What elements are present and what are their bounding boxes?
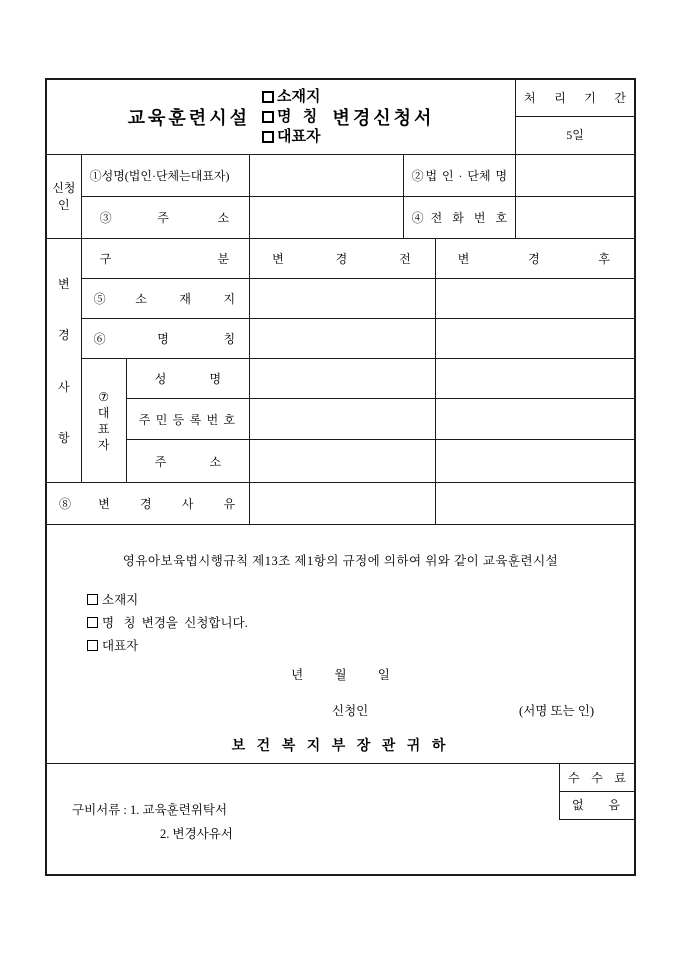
fee-header: 수 수 료 — [560, 764, 634, 792]
rep-address-label: 주 소 — [126, 440, 249, 483]
declaration-option-name: 명 칭 변경을 신청합니다. — [102, 616, 248, 630]
rep-id-before-field[interactable] — [250, 399, 436, 440]
title-checkbox-name[interactable] — [262, 111, 274, 123]
declaration-checkbox-name[interactable] — [87, 617, 98, 628]
changes-header-before: 변 경 전 — [250, 239, 436, 279]
applicant-address-field[interactable] — [250, 197, 404, 239]
rep-address-after-field[interactable] — [435, 440, 635, 483]
rep-name-label: 성 명 — [126, 359, 249, 399]
applicant-address-label: ③주 소 — [81, 197, 250, 239]
title-option-name: 명 칭 — [276, 109, 318, 125]
phone-number-label: ④전 화 번 호 — [403, 197, 515, 239]
rep-name-after-field[interactable] — [435, 359, 635, 399]
change-name-before-field[interactable] — [250, 319, 436, 359]
date-line[interactable]: 년 월 일 — [291, 668, 390, 682]
fee-box — [559, 764, 634, 820]
rep-id-after-field[interactable] — [435, 399, 635, 440]
change-reason-left-field[interactable] — [250, 483, 436, 525]
required-documents-line1: 구비서류 : 1. 교육훈련위탁서 — [72, 803, 228, 817]
title-facility-text: 교육훈련시설 — [127, 108, 250, 128]
declaration-checkbox-representative[interactable] — [87, 640, 98, 651]
applicant-section-label: 신청 인 — [46, 155, 81, 239]
declaration-section — [46, 525, 635, 764]
rep-address-before-field[interactable] — [250, 440, 436, 483]
changes-header-after: 변 경 후 — [435, 239, 635, 279]
required-documents-line2: 2. 변경사유서 — [160, 827, 233, 841]
recipient-line: 보 건 복 지 부 장 관 귀 하 — [231, 739, 450, 754]
form-title — [46, 79, 516, 155]
change-name-after-field[interactable] — [435, 319, 635, 359]
applicant-name-field[interactable] — [250, 155, 404, 197]
change-location-after-field[interactable] — [435, 279, 635, 319]
change-reason-right-field[interactable] — [435, 483, 635, 525]
corporation-name-field[interactable] — [516, 155, 635, 197]
changes-section-label: 변 경 사 항 — [46, 239, 81, 483]
signature-applicant-label: 신청인 — [332, 704, 369, 718]
applicant-name-label: ①성명(법인·단체는대표자) — [81, 155, 250, 197]
change-reason-label: ⑧변 경 사 유 — [46, 483, 250, 525]
processing-period-box — [516, 79, 635, 155]
signature-note: (서명 또는 인) — [519, 704, 594, 718]
changes-header-category: 구 분 — [81, 239, 250, 279]
processing-period-value: 5일 — [566, 128, 584, 142]
title-checkbox-representative[interactable] — [262, 131, 274, 143]
declaration-body-text: 영유아보육법시행규칙 제13조 제1항의 규정에 의하여 위와 같이 교육훈련시설 — [122, 554, 559, 568]
declaration-option-representative: 대표자 — [102, 639, 139, 653]
change-location-label: ⑤소 재 지 — [81, 279, 250, 319]
change-name-label: ⑥명 칭 — [81, 319, 250, 359]
title-checkbox-location[interactable] — [262, 91, 274, 103]
change-location-before-field[interactable] — [250, 279, 436, 319]
title-option-representative: 대표자 — [276, 129, 321, 145]
footer-section — [46, 764, 635, 875]
processing-period-header: 처 리 기 간 — [516, 80, 634, 117]
declaration-checkbox-location[interactable] — [87, 594, 98, 605]
fee-value: 없 음 — [572, 798, 620, 812]
declaration-option-location: 소재지 — [102, 593, 139, 607]
rep-id-label: 주 민 등 록 번 호 — [126, 399, 249, 440]
rep-name-before-field[interactable] — [250, 359, 436, 399]
phone-number-field[interactable] — [516, 197, 635, 239]
application-form-table — [45, 78, 636, 876]
title-suffix-text: 변경신청서 — [332, 108, 435, 128]
representative-section-label: ⑦ 대 표 자 — [81, 359, 126, 483]
corporation-name-label: ②법 인 · 단체 명 — [403, 155, 515, 197]
title-option-location: 소재지 — [276, 89, 321, 105]
